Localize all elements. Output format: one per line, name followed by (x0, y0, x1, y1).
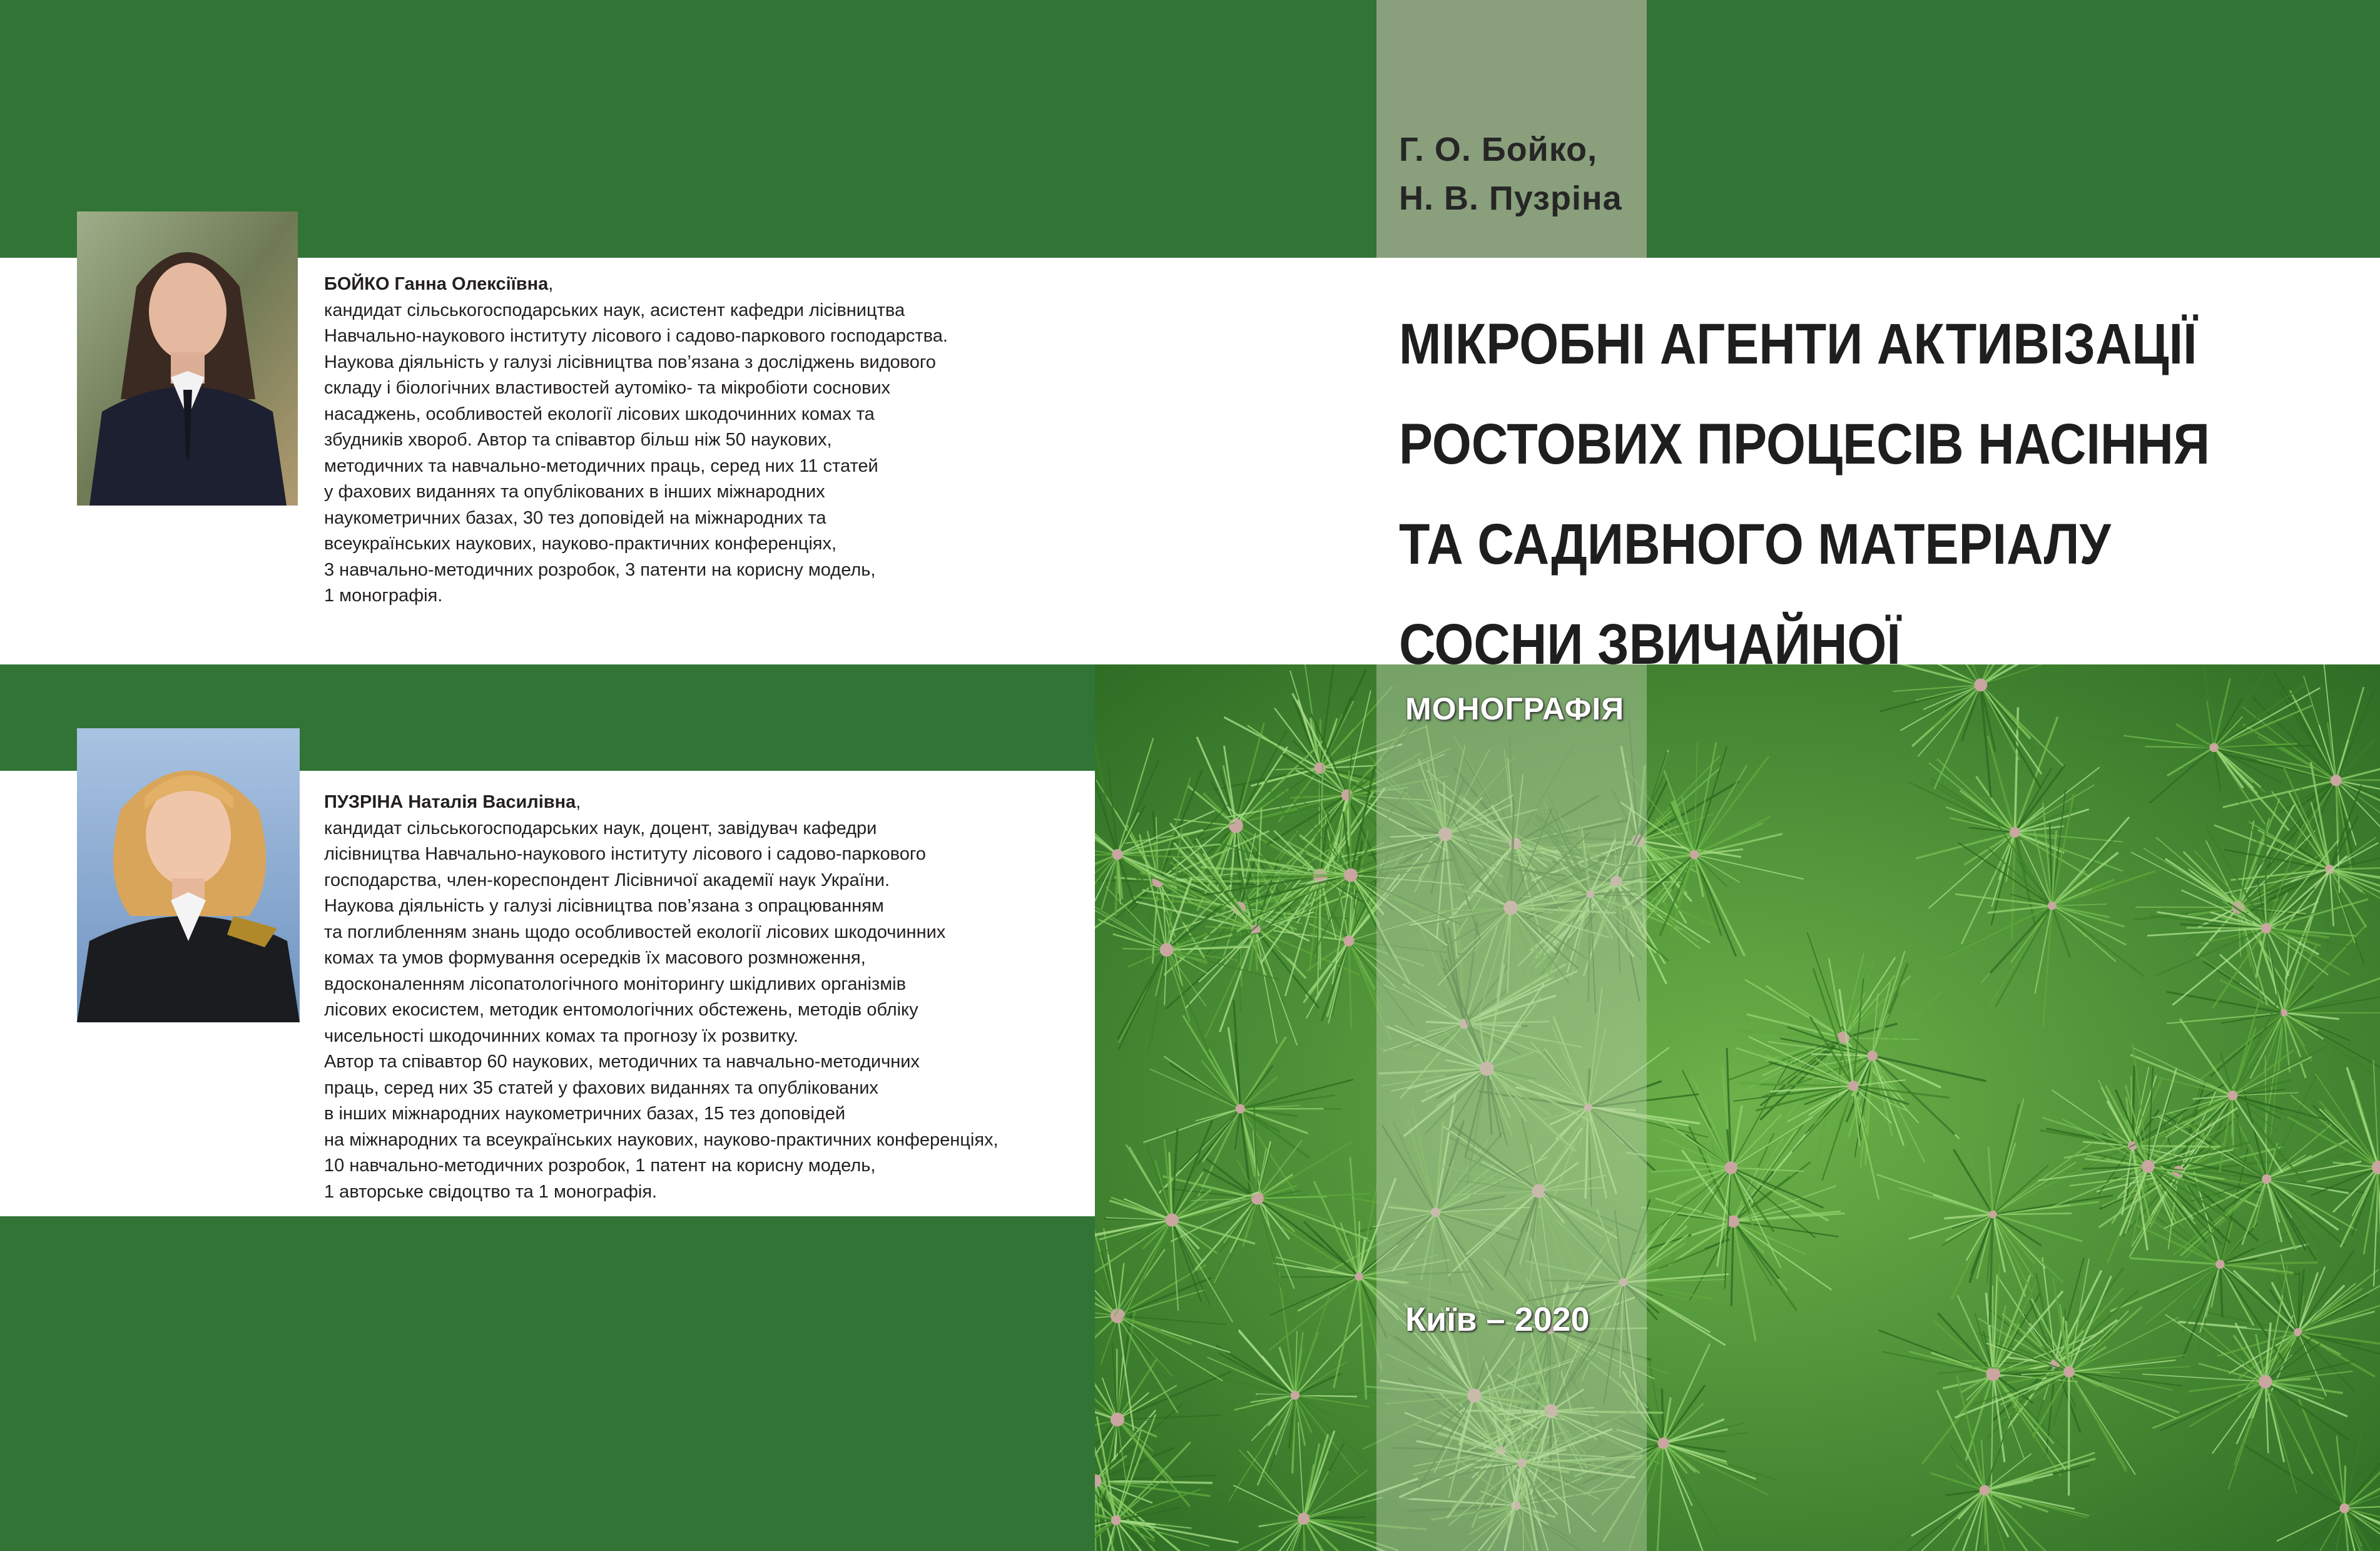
author2-name: ПУЗРІНА Наталія Василівна (324, 792, 576, 812)
author2-bio-line: кандидат сільськогосподарських наук, доцент, завідувач кафедри (324, 818, 877, 838)
author1-bio-line: Наукова діяльність у галузі лісівництва пов’язана з досліджень видового (324, 352, 936, 372)
pine-needles-icon (1095, 664, 2380, 1551)
author2-bio-line: на міжнародних та всеукраїнських наукових, науково-практичних конференціях, (324, 1129, 999, 1150)
author2-bio-line: лісових екосистем, методик ентомологічних обстежень, методів обліку (324, 1000, 918, 1020)
author1-bio-line: у фахових виданнях та опублікованих в інших міжнародних (324, 482, 825, 502)
author1-bio-line: Навчально-наукового інституту лісового і садово-паркового господарства. (324, 326, 948, 346)
title-line: РОСТОВИХ ПРОЦЕСІВ НАСІННЯ (1399, 412, 2210, 476)
author1-bio-line: збудників хвороб. Автор та співавтор більш ніж 50 наукових, (324, 430, 832, 450)
cover-author-1: Г. О. Бойко, (1399, 131, 1598, 168)
author2-photo (77, 728, 300, 1022)
author1-bio-line: методичних та навчально-методичних праць, серед них 11 статей (324, 455, 878, 476)
author1-name: БОЙКО Ганна Олексіївна (324, 274, 549, 294)
author2-bio-line: комах та умов формування осередків їх масового розмноження, (324, 948, 866, 968)
author2-bio-line: Автор та співавтор 60 наукових, методичних та навчально-методичних (324, 1052, 920, 1072)
author1-bio: БОЙКО Ганна Олексіївна, кандидат сільськогосподарських наук, асистент кафедри лісівництва Навчально-наукового інституту лісового і садово-паркового господарства. Наукова діяльність у галузі лісівництва пов’язана з досліджень видового складу і біологічних властивостей аутоміко- та мікробіоти соснових насаджень, особливостей екології лісових шкодочинних комах та збудників хвороб. Автор та співавтор більш ніж 50 наукових, методичних та навчально-методичних праць, серед них 11 статей у фахових виданнях та опублікованих в інших міжнародних наукометричних базах, 30 тез доповідей на міжнародних та всеукраїнських наукових, науково-практичних конференціях, 3 навчально-методичних розробок, 3 патенти на корисну модель, 1 монографія. (324, 272, 948, 609)
author2-bio-line: праць, серед них 35 статей у фахових виданнях та опублікованих (324, 1077, 878, 1098)
author2-bio-line: лісівництва Навчально-наукового інституту лісового і садово-паркового (324, 844, 926, 864)
author2-bio-line: 10 навчально-методичних розробок, 1 патент на корисну модель, (324, 1156, 876, 1176)
cover-author-2: Н. В. Пузріна (1399, 180, 1622, 217)
author2-bio-line: та поглибленням знань щодо особливостей екології лісових шкодочинних (324, 922, 946, 942)
author2-bio-line: господарства, член-кореспондент Лісівничої академії наук України. (324, 870, 890, 890)
author1-bio-line: складу і біологічних властивостей аутоміко- та мікробіоти соснових (324, 378, 891, 398)
title-line: МІКРОБНІ АГЕНТИ АКТИВІЗАЦІЇ (1399, 312, 2197, 376)
title-line: ТА САДИВНОГО МАТЕРІАЛУ (1399, 512, 2111, 576)
cover-stripe-photo (1376, 664, 1647, 1551)
author2-bio-line: в інших міжнародних наукометричних базах, 15 тез доповідей (324, 1104, 846, 1124)
cover-city-year: Київ – 2020 (1405, 1301, 1590, 1338)
author2-bio-line: 1 авторське свідоцтво та 1 монографія. (324, 1181, 658, 1202)
author2-portrait-icon (77, 728, 300, 1022)
pine-photo (1095, 664, 2380, 1551)
author2-bio: ПУЗРІНА Наталія Василівна, кандидат сільськогосподарських наук, доцент, завідувач кафедри лісівництва Навчально-наукового інституту лісового і садово-паркового господарства, член-кореспондент Лісівничої академії наук України. Наукова діяльність у галузі лісівництва пов’язана з опрацюванням та поглибленням знань щодо особливостей екології лісових шкодочинних комах та умов формування осередків їх масового розмноження, вдосконаленням лісопатологічного моніторингу шкідливих організмів лісових екосистем, методик ентомологічних обстежень, методів обліку чисельності шкодочинних комах та прогнозу їх розвитку. Автор та співавтор 60 наукових, методичних та навчально-методичних праць, серед них 35 статей у фахових виданнях та опублікованих в інших міжнародних наукометричних базах, 15 тез доповідей на міжнародних та всеукраїнських наукових, науково-практичних конференціях, 10 навчально-методичних розробок, 1 патент на корисну модель, 1 авторське свідоцтво та 1 монографія. (324, 790, 999, 1205)
cover-authors (1399, 125, 1622, 223)
title-line: СОСНИ ЗВИЧАЙНОЇ (1399, 613, 1901, 676)
author1-bio-line: кандидат сільськогосподарських наук, асистент кафедри лісівництва (324, 300, 905, 320)
author1-photo (77, 211, 298, 506)
author2-bio-line: Наукова діяльність у галузі лісівництва пов’язана з опрацюванням (324, 896, 884, 916)
cover-title (1399, 294, 2210, 694)
author2-bio-line: вдосконаленням лісопатологічного моніторингу шкідливих організмів (324, 974, 906, 994)
author1-portrait-icon (77, 211, 298, 506)
author1-bio-line: наукометричних базах, 30 тез доповідей на міжнародних та (324, 507, 826, 528)
cover-genre: МОНОГРАФІЯ (1405, 691, 1625, 726)
author1-bio-line: насаджень, особливостей екології лісових шкодочинних комах та (324, 404, 875, 424)
author1-bio-line: всеукраїнських наукових, науково-практичних конференціях, (324, 534, 837, 554)
author2-bio-line: чисельності шкодочинних комах та прогнозу їх розвитку. (324, 1025, 798, 1046)
author1-bio-line: 3 навчально-методичних розробок, 3 патенти на корисну модель, (324, 559, 876, 580)
author1-bio-line: 1 монографія. (324, 586, 443, 606)
